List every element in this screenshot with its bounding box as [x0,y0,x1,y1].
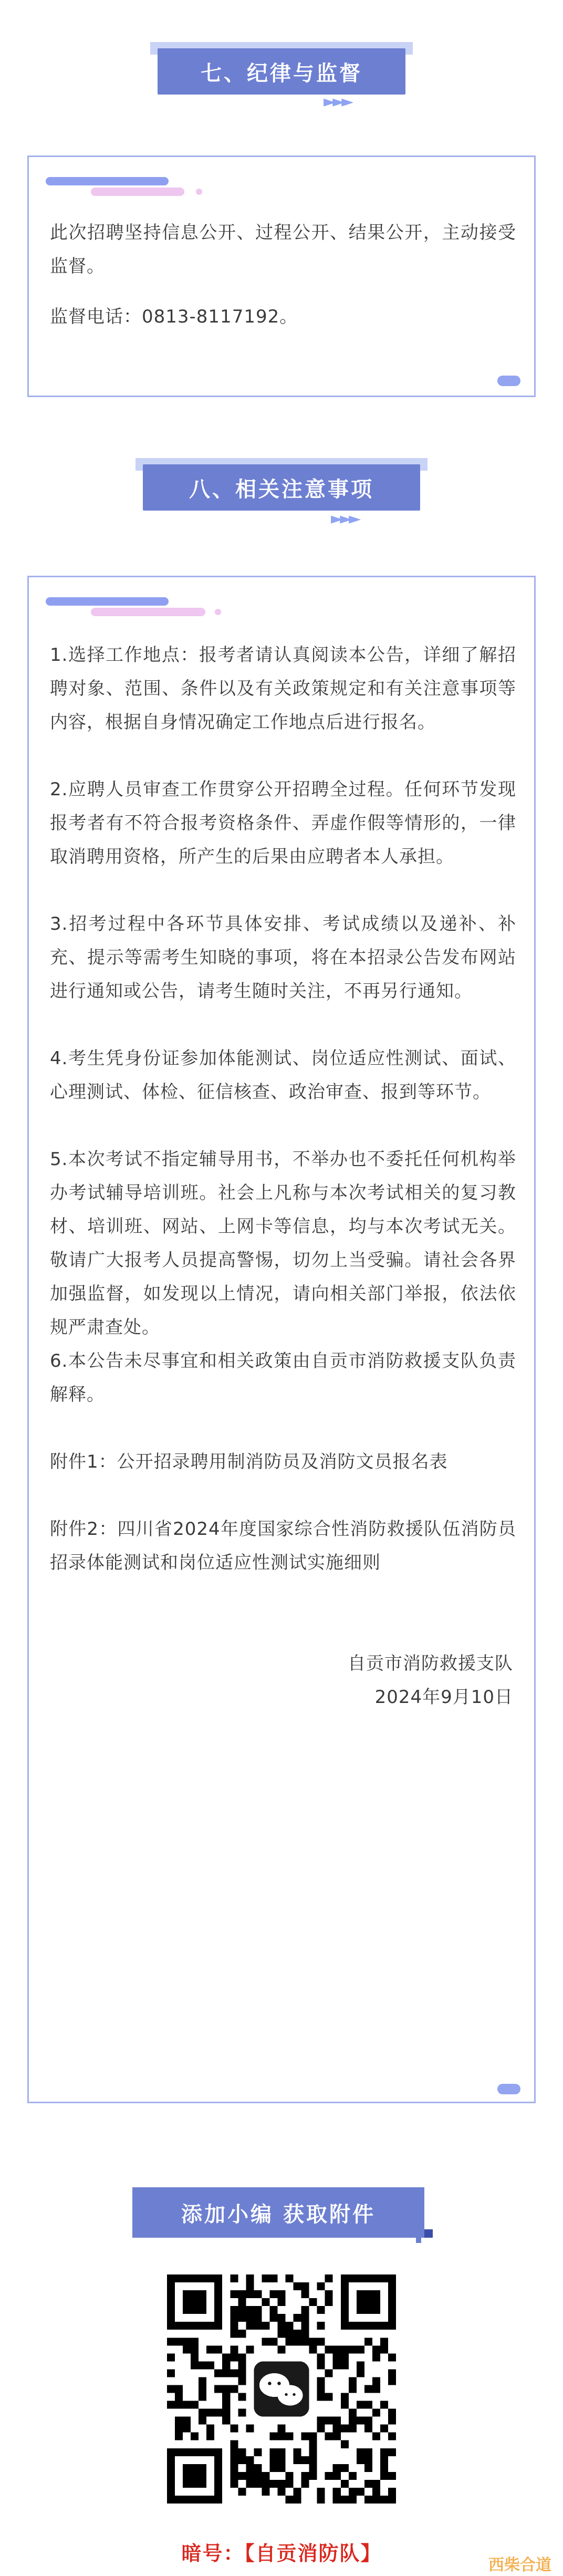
notice-item: 2.应聘人员审查工作贯穿公开招聘全过程。任何环节发现报考者有不符合报考资格条件、弄虚作假等情形的，一律取消聘用资格，所产生的后果由应聘者本人承担。 [50,779,516,867]
corner-decoration [416,2238,421,2243]
notice-item: 5.本次考试不指定辅导用书，不举办也不委托任何机构举办考试辅导培训班。社会上凡称与本次考试相关的复习教材、培训班、网站、上网卡等信息，均与本次考试无关。敬请广大报考人员提高警惕，切勿上当受骗。请社会各界加强监督，如发现以上情况，请向相关部门举报，依法依规严肃查处。 [50,1149,516,1338]
chevron-decoration-icon: ►►► [331,510,358,528]
qr-section-title: 添加小编 获取附件 [132,2187,424,2238]
decor-bar [46,597,169,606]
section7-title: 七、纪律与监督 [158,48,405,95]
section7-paragraph: 此次招聘坚持信息公开、过程公开、结果公开，主动接受监督。 [50,222,516,277]
notice-item: 1.选择工作地点：报考者请认真阅读本公告，详细了解招聘对象、范围、条件以及有关政策规定和有关注意事项等内容，根据自身情况确定工作地点后进行报名。 [50,645,516,733]
chevron-decoration-icon: ►►► [324,92,351,111]
date: 2024年9月10日 [374,1687,513,1708]
decor-pill [497,2084,520,2094]
section7-content-box [27,155,536,397]
decor-pill [497,376,520,386]
section7-paragraph: 监督电话：0813-8117192。 [50,306,298,327]
section8-content-box [27,576,536,2103]
attachment-item: 附件1：公开招录聘用制消防员及消防文员报名表 [50,1451,448,1472]
notice-item: 6.本公告未尽事宜和相关政策由自贡市消防救援支队负责解释。 [50,1351,516,1405]
signature: 自贡市消防救援支队 [348,1653,513,1674]
decor-dot [215,609,221,615]
code-word-label: 暗号：【自贡消防队】 [181,2542,382,2565]
decor-bar [46,177,169,185]
section8-title: 八、相关注意事项 [143,464,420,511]
section7-header [0,42,563,111]
notice-item: 4.考生凭身份证参加体能测试、岗位适应性测试、面试、心理测试、体检、征信核查、政治审查、报到等环节。 [50,1048,516,1103]
decor-dot [196,189,202,195]
watermark: 西柴合道 [488,2556,551,2574]
notice-item: 3.招考过程中各环节具体安排、考试成绩以及递补、补充、提示等需考生知晓的事项，将在本招录公告发布网站进行通知或公告，请考生随时关注，不再另行通知。 [50,913,516,1002]
corner-decoration [424,2229,433,2238]
attachment-item: 附件2：四川省2024年度国家综合性消防救援队伍消防员招录体能测试和岗位适应性测试实施细则 [50,1519,516,1573]
section8-header [0,458,563,528]
decor-bar [91,608,205,616]
decor-bar [91,188,184,196]
qr-code[interactable] [167,2274,396,2504]
